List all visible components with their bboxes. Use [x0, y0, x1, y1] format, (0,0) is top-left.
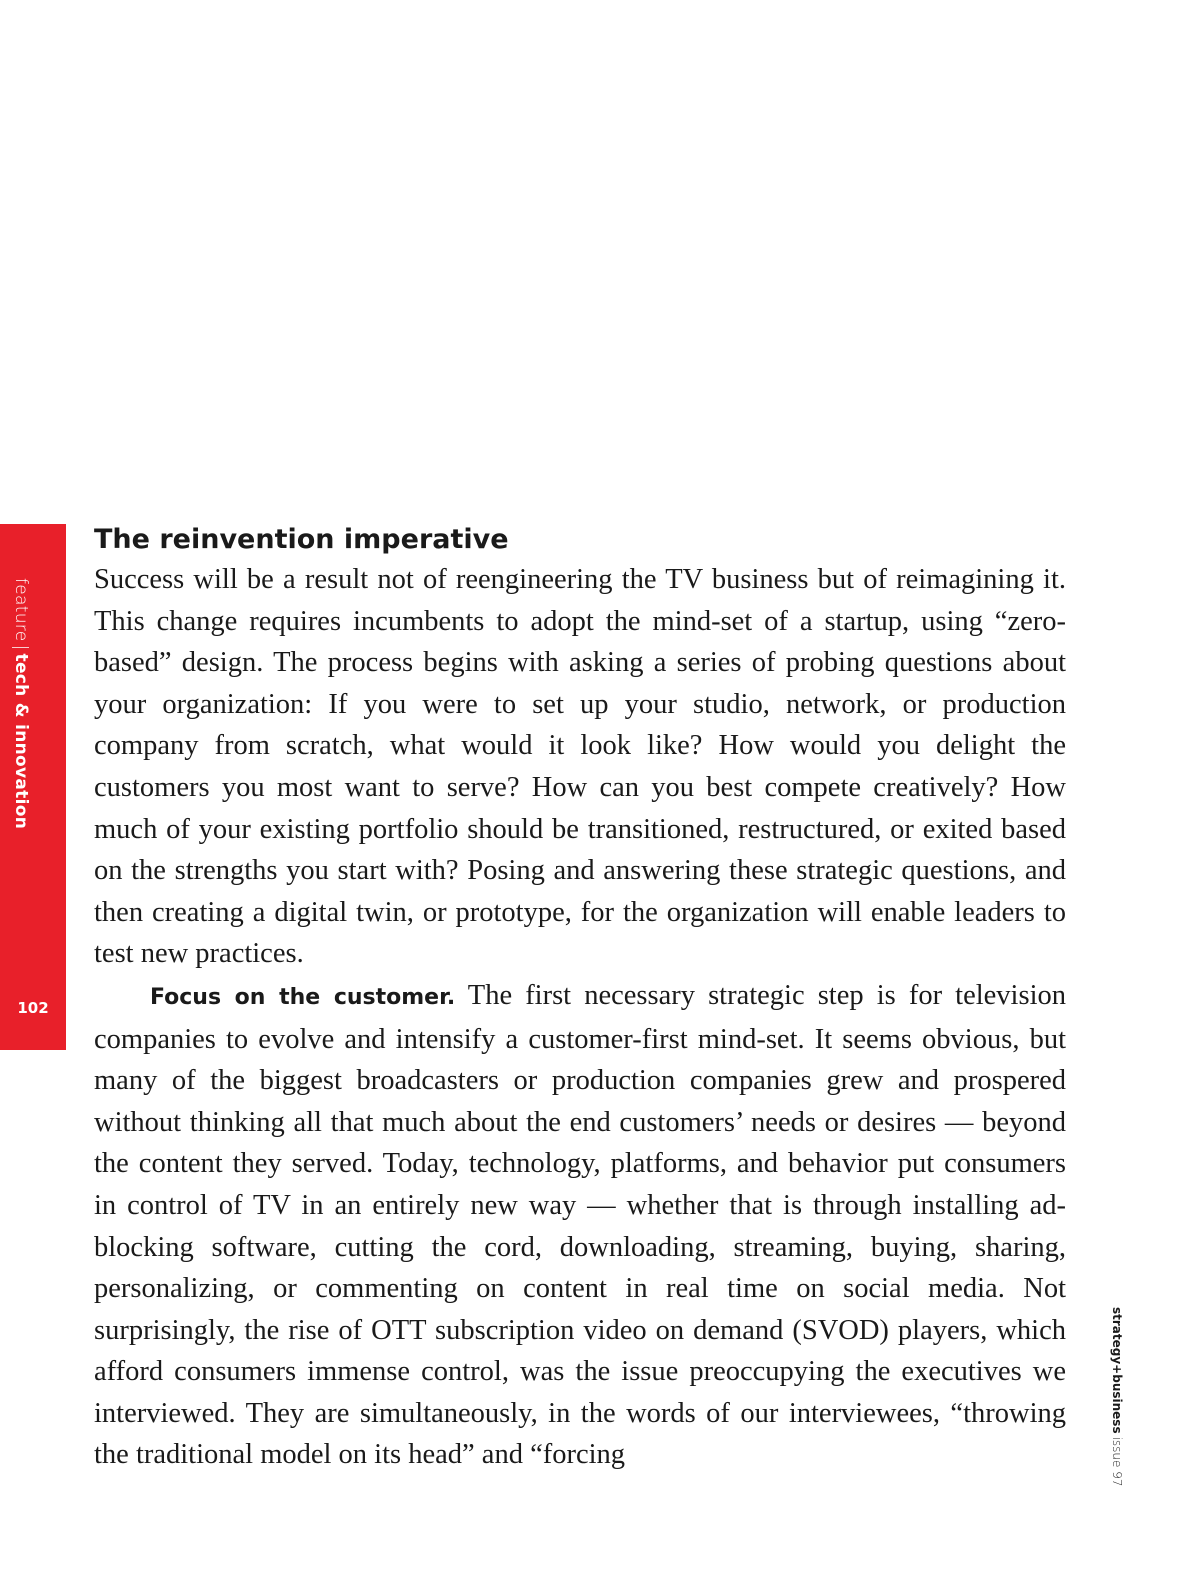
paragraph-2-text: The first necessary strategic step is for television companies to evolve and intensify a customer-first mind-set. It seems obvious, but many of the biggest broadcasters or production companies grew and prospered without thinking all that much about the end customers’ needs or desires — beyond the content they served. Today, technology, platforms, and behavior put consumers in control of TV in an entirely new way — whether that is through installing ad-blocking software, cutting the cord, downloading, streaming, buying, sharing, personalizing, or commenting on content in real time on social media. Not surprisingly, the rise of OTT subscription video on demand (SVOD) players, which afford consumers immense control, was the issue preoccupying the executives we interviewed. They are simultaneously, in the words of our interviewees, “throwing the traditional model on its head” and “forcing [94, 979, 1066, 1471]
section-label [9, 578, 33, 829]
publication-credit [1109, 1307, 1125, 1487]
publication-name: strategy+business [1110, 1307, 1124, 1434]
page-number: 102 [17, 999, 49, 1017]
section-separator: | [11, 644, 31, 651]
article-body [94, 521, 1066, 1476]
run-in-heading: Focus on the customer. [150, 984, 456, 1010]
paragraph-2 [94, 975, 1066, 1476]
issue-number: issue 97 [1110, 1436, 1124, 1487]
section-heading: The reinvention imperative [94, 524, 509, 555]
section-name: feature [11, 578, 31, 642]
section-topic: tech & innovation [11, 653, 31, 830]
paragraph-1: Success will be a result not of reengineering the TV business but of reimagining it. This change requires incumbents to adopt the mind-set of a startup, using “zero-based” design. The process begins with asking a series of probing questions about your organization: If you were to set up your studio, network, or production company from scratch, what would it look like? How would you delight the customers you most want to serve? How can you best compete creatively? How much of your existing portfolio should be transitioned, restructured, or exited based on the strengths you start with? Posing and answering these strategic questions, and then creating a digital twin, or prototype, for the organization will enable leaders to test new practices. [94, 564, 1066, 970]
